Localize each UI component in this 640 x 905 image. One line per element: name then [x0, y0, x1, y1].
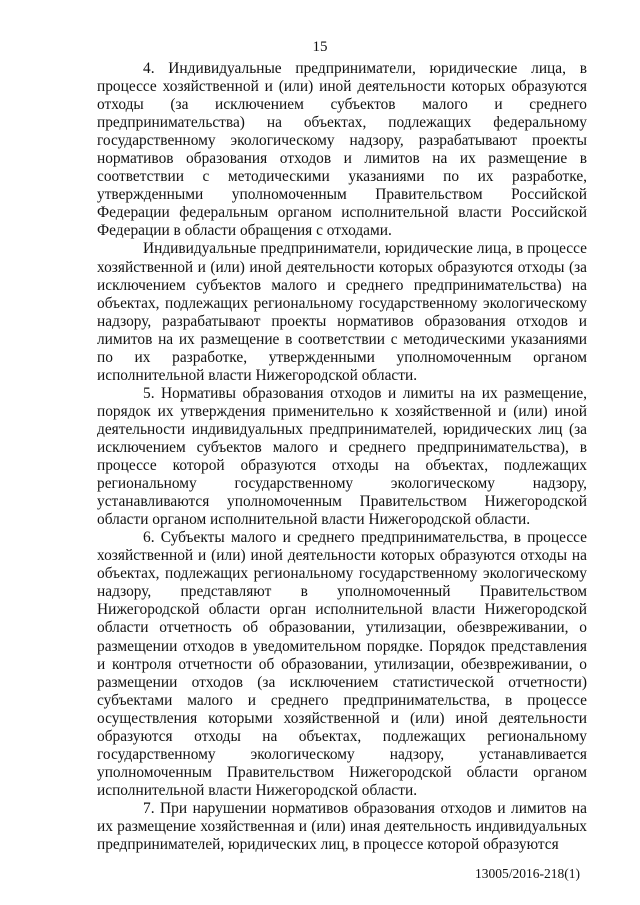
paragraph-6: 6. Субъекты малого и среднего предпринимательства, в процессе хозяйственной и (или) иной деятельности которых образуются отходы на объектах, подлежащих региональному государственному экологическому надзору, представляют в уполномоченный Правительством Нижегородской области орган исполнительной власти Нижегородской области отчетность об образовании, утилизации, обезвреживании, о размещении отходов в уведомительном порядке. Порядок представления и контроля отчетности об образовании, утилизации, обезвреживании, о размещении отходов (за исключением статистической отчетности) субъектами малого и среднего предпринимательства, в процессе осуществления которыми хозяйственной и (или) иной деятельности образуются отходы на объектах, подлежащих региональному государственному экологическому надзору, устанавливается уполномоченным Правительством Нижегородской области органом исполнительной власти Нижегородской области.	[97, 529, 587, 799]
paragraph-5: 5. Нормативы образования отходов и лимиты на их размещение, порядок их утверждения применительно к хозяйственной и (или) иной деятельности индивидуальных предпринимателей, юридических лиц (за исключением субъектов малого и среднего предпринимательства), в процессе которой образуются отходы на объектах, подлежащих региональному государственному экологическому надзору, устанавливаются уполномоченным Правительством Нижегородской области органом исполнительной власти Нижегородской области.	[97, 384, 587, 529]
paragraph-4-continued: Индивидуальные предприниматели, юридические лица, в процессе хозяйственной и (или) иной деятельности которых образуются отходы (за исключением субъектов малого и среднего предпринимательства) на объектах, подлежащих региональному государственному экологическому надзору, разрабатывают проекты нормативов образования отходов и лимитов на их размещение в соответствии с методическими указаниями по их разработке, утвержденными уполномоченным органом исполнительной власти Нижегородской области.	[97, 240, 587, 384]
document-body	[97, 60, 587, 854]
document-code: 13005/2016-218(1)	[475, 866, 580, 881]
paragraph-7: 7. При нарушении нормативов образования отходов и лимитов на их размещение хозяйственная и (или) иная деятельность индивидуальных предпринимателей, юридических лиц, в процессе которой образуются	[97, 799, 587, 854]
paragraph-4: 4. Индивидуальные предприниматели, юридические лица, в процессе хозяйственной и (или) иной деятельности которых образуются отходы (за исключением субъектов малого и среднего предпринимательства) на объектах, подлежащих федеральному государственному экологическому надзору, разрабатывают проекты нормативов образования отходов и лимитов на их размещение в соответствии с методическими указаниями по их разработке, утвержденными уполномоченным Правительством Российской Федерации федеральным органом исполнительной власти Российской Федерации в области обращения с отходами.	[97, 60, 587, 240]
page-number: 15	[312, 39, 328, 55]
